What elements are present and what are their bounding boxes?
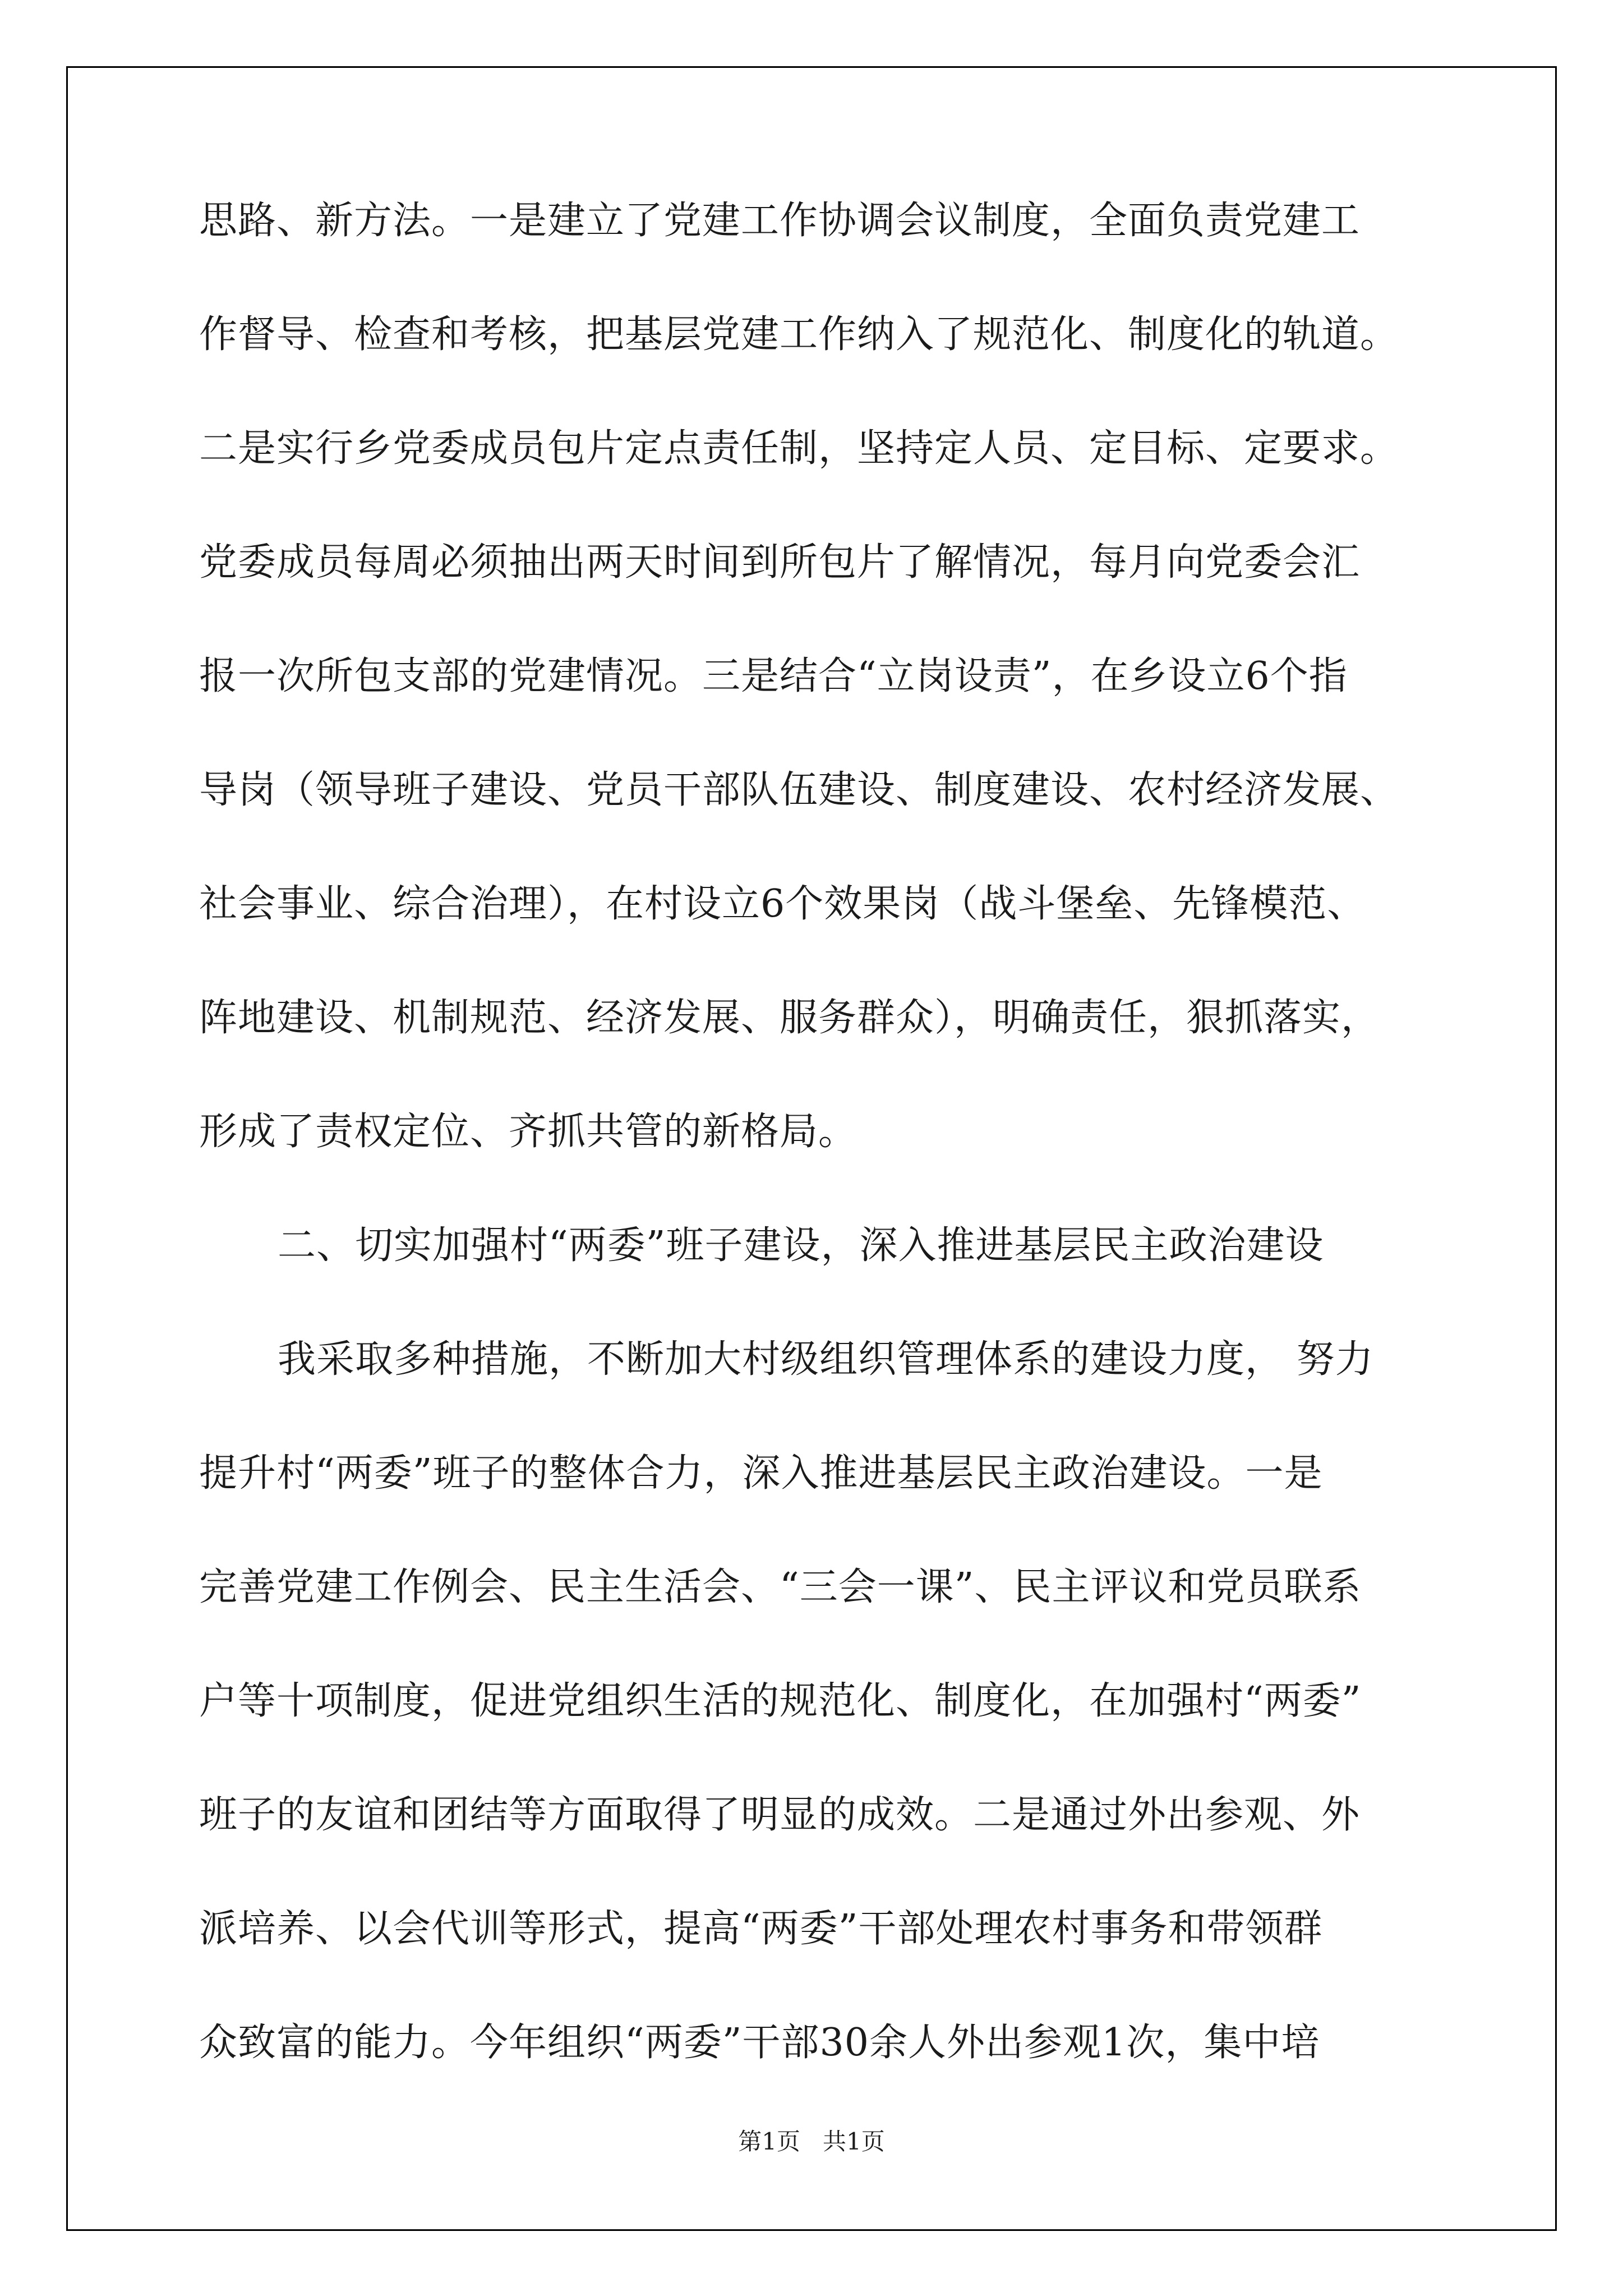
text-line: 导岗（领导班子建设、党员干部队伍建设、制度建设、农村经济发展、 [199,768,1399,812]
text-line: 作督导、检查和考核，把基层党建工作纳入了规范化、制度化的轨道。 [199,312,1399,357]
text-line: 众致富的能力。今年组织“两委”干部30余人外出参观1次，集中培 [199,2021,1320,2065]
text-line: 阵地建设、机制规范、经济发展、服务群众），明确责任，狠抓落实， [199,996,1380,1040]
text-line: 报一次所包支部的党建情况。三是结合“立岗设责”，在乡设立6个指 [199,654,1348,698]
text-line: 二是实行乡党委成员包片定点责任制，坚持定人员、定目标、定要求。 [199,426,1399,471]
text-line: 社会事业、综合治理），在村设立6个效果岗（战斗堡垒、先锋模范、 [199,882,1366,926]
text-line: 完善党建工作例会、民主生活会、“三会一课”、民主评议和党员联系 [199,1565,1362,1609]
text-line: 形成了责权定位、齐抓共管的新格局。 [199,1110,857,1154]
text-line: 党委成员每周必须抽出两天时间到所包片了解情况，每月向党委会汇 [199,540,1361,585]
text-line: 班子的友谊和团结等方面取得了明显的成效。二是通过外出参观、外 [199,1793,1361,1837]
text-line: 提升村“两委”班子的整体合力，深入推进基层民主政治建设。一是 [199,1451,1323,1496]
text-line: 户等十项制度，促进党组织生活的规范化、制度化，在加强村“两委” [199,1679,1362,1723]
text-line: 派培养、以会代训等形式，提高“两委”干部处理农村事务和带领群 [199,1907,1323,1951]
text-line: 我采取多种措施，不断加大村级组织管理体系的建设力度， 努力 [278,1337,1374,1382]
page-footer: 第1页 共1页 [738,2128,885,2155]
section-heading: 二、切实加强村“两委”班子建设，深入推进基层民主政治建设 [278,1223,1324,1268]
text-line: 思路、新方法。一是建立了党建工作协调会议制度，全面负责党建工 [199,199,1361,243]
